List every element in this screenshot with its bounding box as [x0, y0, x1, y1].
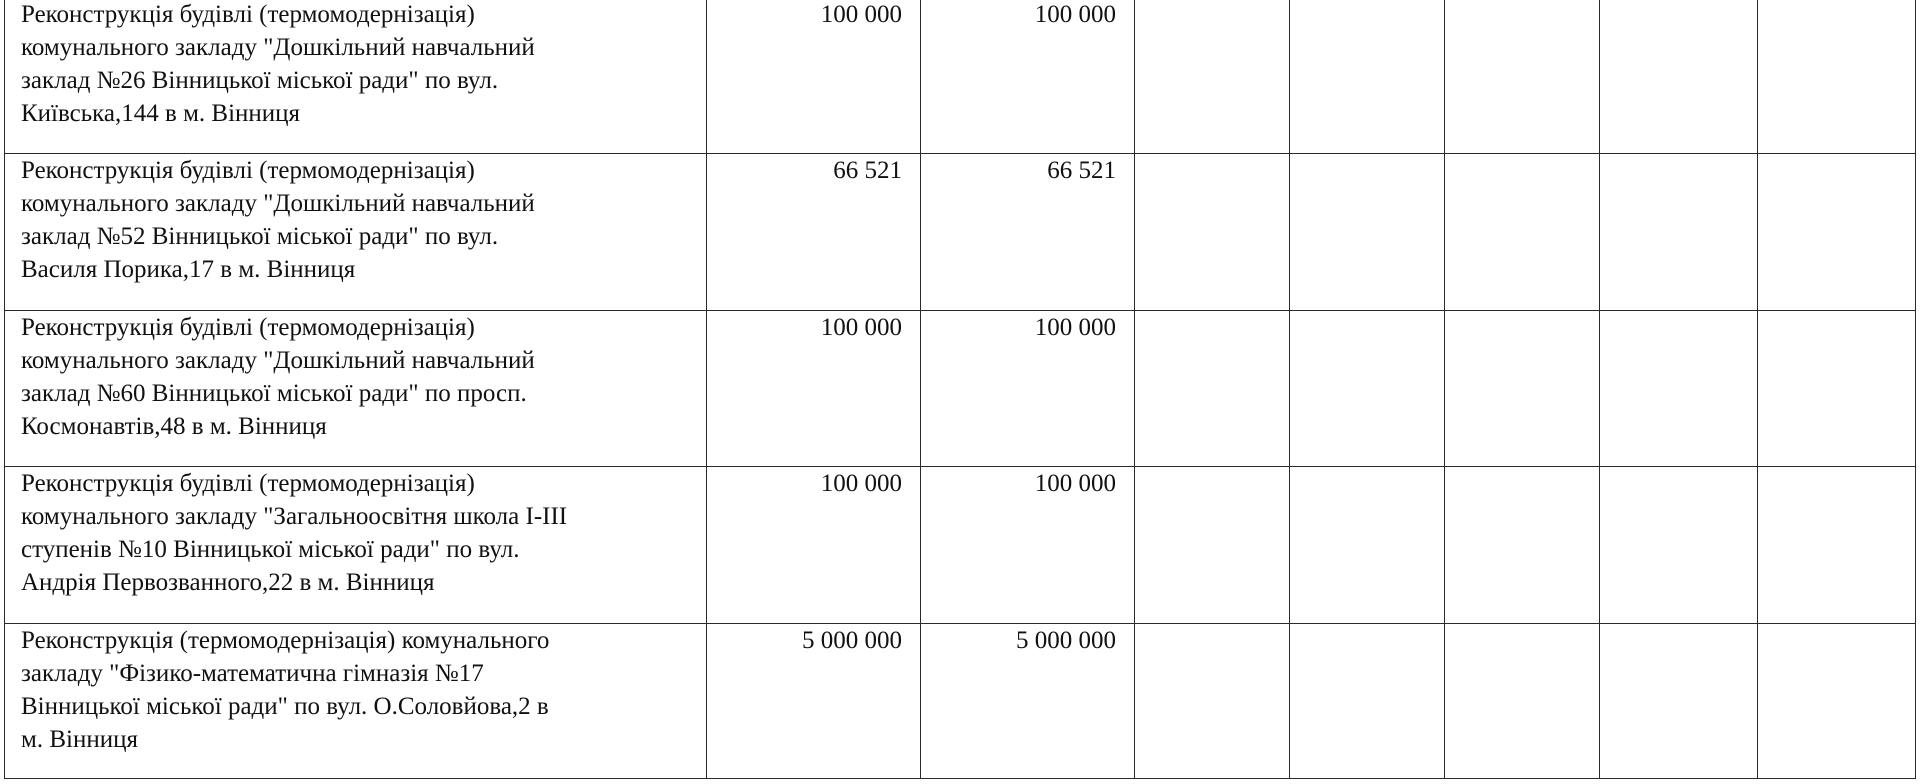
budget-table: [4, 0, 1916, 779]
description-line: комунального закладу "Загальноосвітня школа І-ІІІ: [21, 503, 568, 530]
description-line: Реконструкція будівлі (термомодернізація): [21, 470, 475, 497]
amount-cell: 66 521: [921, 154, 1135, 311]
description-line: Реконструкція будівлі (термомодернізація): [21, 157, 475, 184]
description-line: Київська,144 в м. Вінниця: [21, 100, 301, 127]
description-line: комунального закладу "Дошкільний навчальний: [21, 34, 535, 61]
description-line: ступенів №10 Вінницької міської ради" по вул.: [21, 536, 520, 563]
project-description-cell: [5, 624, 707, 779]
project-description-cell: [5, 311, 707, 467]
amount-cell: 100 000: [921, 0, 1135, 154]
empty-cell: [1290, 154, 1445, 311]
amount-cell: 66 521: [707, 154, 921, 311]
project-description-cell: [5, 0, 707, 154]
empty-cell: [1758, 0, 1916, 154]
description-line: м. Вінниця: [21, 726, 138, 753]
empty-cell: [1758, 311, 1916, 467]
empty-cell: [1445, 467, 1600, 624]
amount-cell: 100 000: [921, 467, 1135, 624]
empty-cell: [1758, 624, 1916, 779]
empty-cell: [1758, 467, 1916, 624]
amount-cell: 100 000: [707, 0, 921, 154]
description-line: комунального закладу "Дошкільний навчальний: [21, 347, 535, 374]
table-row: [5, 467, 1916, 624]
empty-cell: [1600, 624, 1758, 779]
empty-cell: [1135, 467, 1290, 624]
empty-cell: [1290, 624, 1445, 779]
amount-cell: 5 000 000: [707, 624, 921, 779]
description-line: Космонавтів,48 в м. Вінниця: [21, 413, 327, 440]
description-line: Реконструкція будівлі (термомодернізація): [21, 314, 475, 341]
description-line: Реконструкція (термомодернізація) комунального: [21, 627, 550, 654]
empty-cell: [1445, 311, 1600, 467]
empty-cell: [1600, 467, 1758, 624]
empty-cell: [1445, 624, 1600, 779]
empty-cell: [1600, 154, 1758, 311]
description-line: Василя Порика,17 в м. Вінниця: [21, 256, 356, 283]
empty-cell: [1290, 467, 1445, 624]
empty-cell: [1135, 311, 1290, 467]
project-description-cell: [5, 467, 707, 624]
empty-cell: [1600, 0, 1758, 154]
description-line: закладу "Фізико-математична гімназія №17: [21, 660, 484, 687]
table-row: [5, 0, 1916, 154]
empty-cell: [1758, 154, 1916, 311]
empty-cell: [1135, 154, 1290, 311]
description-line: Андрія Первозванного,22 в м. Вінниця: [21, 569, 435, 596]
empty-cell: [1135, 624, 1290, 779]
description-line: заклад №26 Вінницької міської ради" по вул.: [21, 67, 499, 94]
description-line: комунального закладу "Дошкільний навчальний: [21, 190, 535, 217]
description-line: заклад №52 Вінницької міської ради" по вул.: [21, 223, 499, 250]
amount-cell: 100 000: [921, 311, 1135, 467]
amount-cell: 100 000: [707, 311, 921, 467]
amount-cell: 100 000: [707, 467, 921, 624]
description-line: Реконструкція будівлі (термомодернізація): [21, 1, 475, 28]
project-description-cell: [5, 154, 707, 311]
empty-cell: [1445, 0, 1600, 154]
amount-cell: 5 000 000: [921, 624, 1135, 779]
empty-cell: [1290, 0, 1445, 154]
table-row: [5, 311, 1916, 467]
table-row: [5, 624, 1916, 779]
empty-cell: [1290, 311, 1445, 467]
empty-cell: [1135, 0, 1290, 154]
empty-cell: [1600, 311, 1758, 467]
table-row: [5, 154, 1916, 311]
description-line: Вінницької міської ради" по вул. О.Соловйова,2 в: [21, 693, 549, 720]
description-line: заклад №60 Вінницької міської ради" по просп.: [21, 380, 527, 407]
empty-cell: [1445, 154, 1600, 311]
